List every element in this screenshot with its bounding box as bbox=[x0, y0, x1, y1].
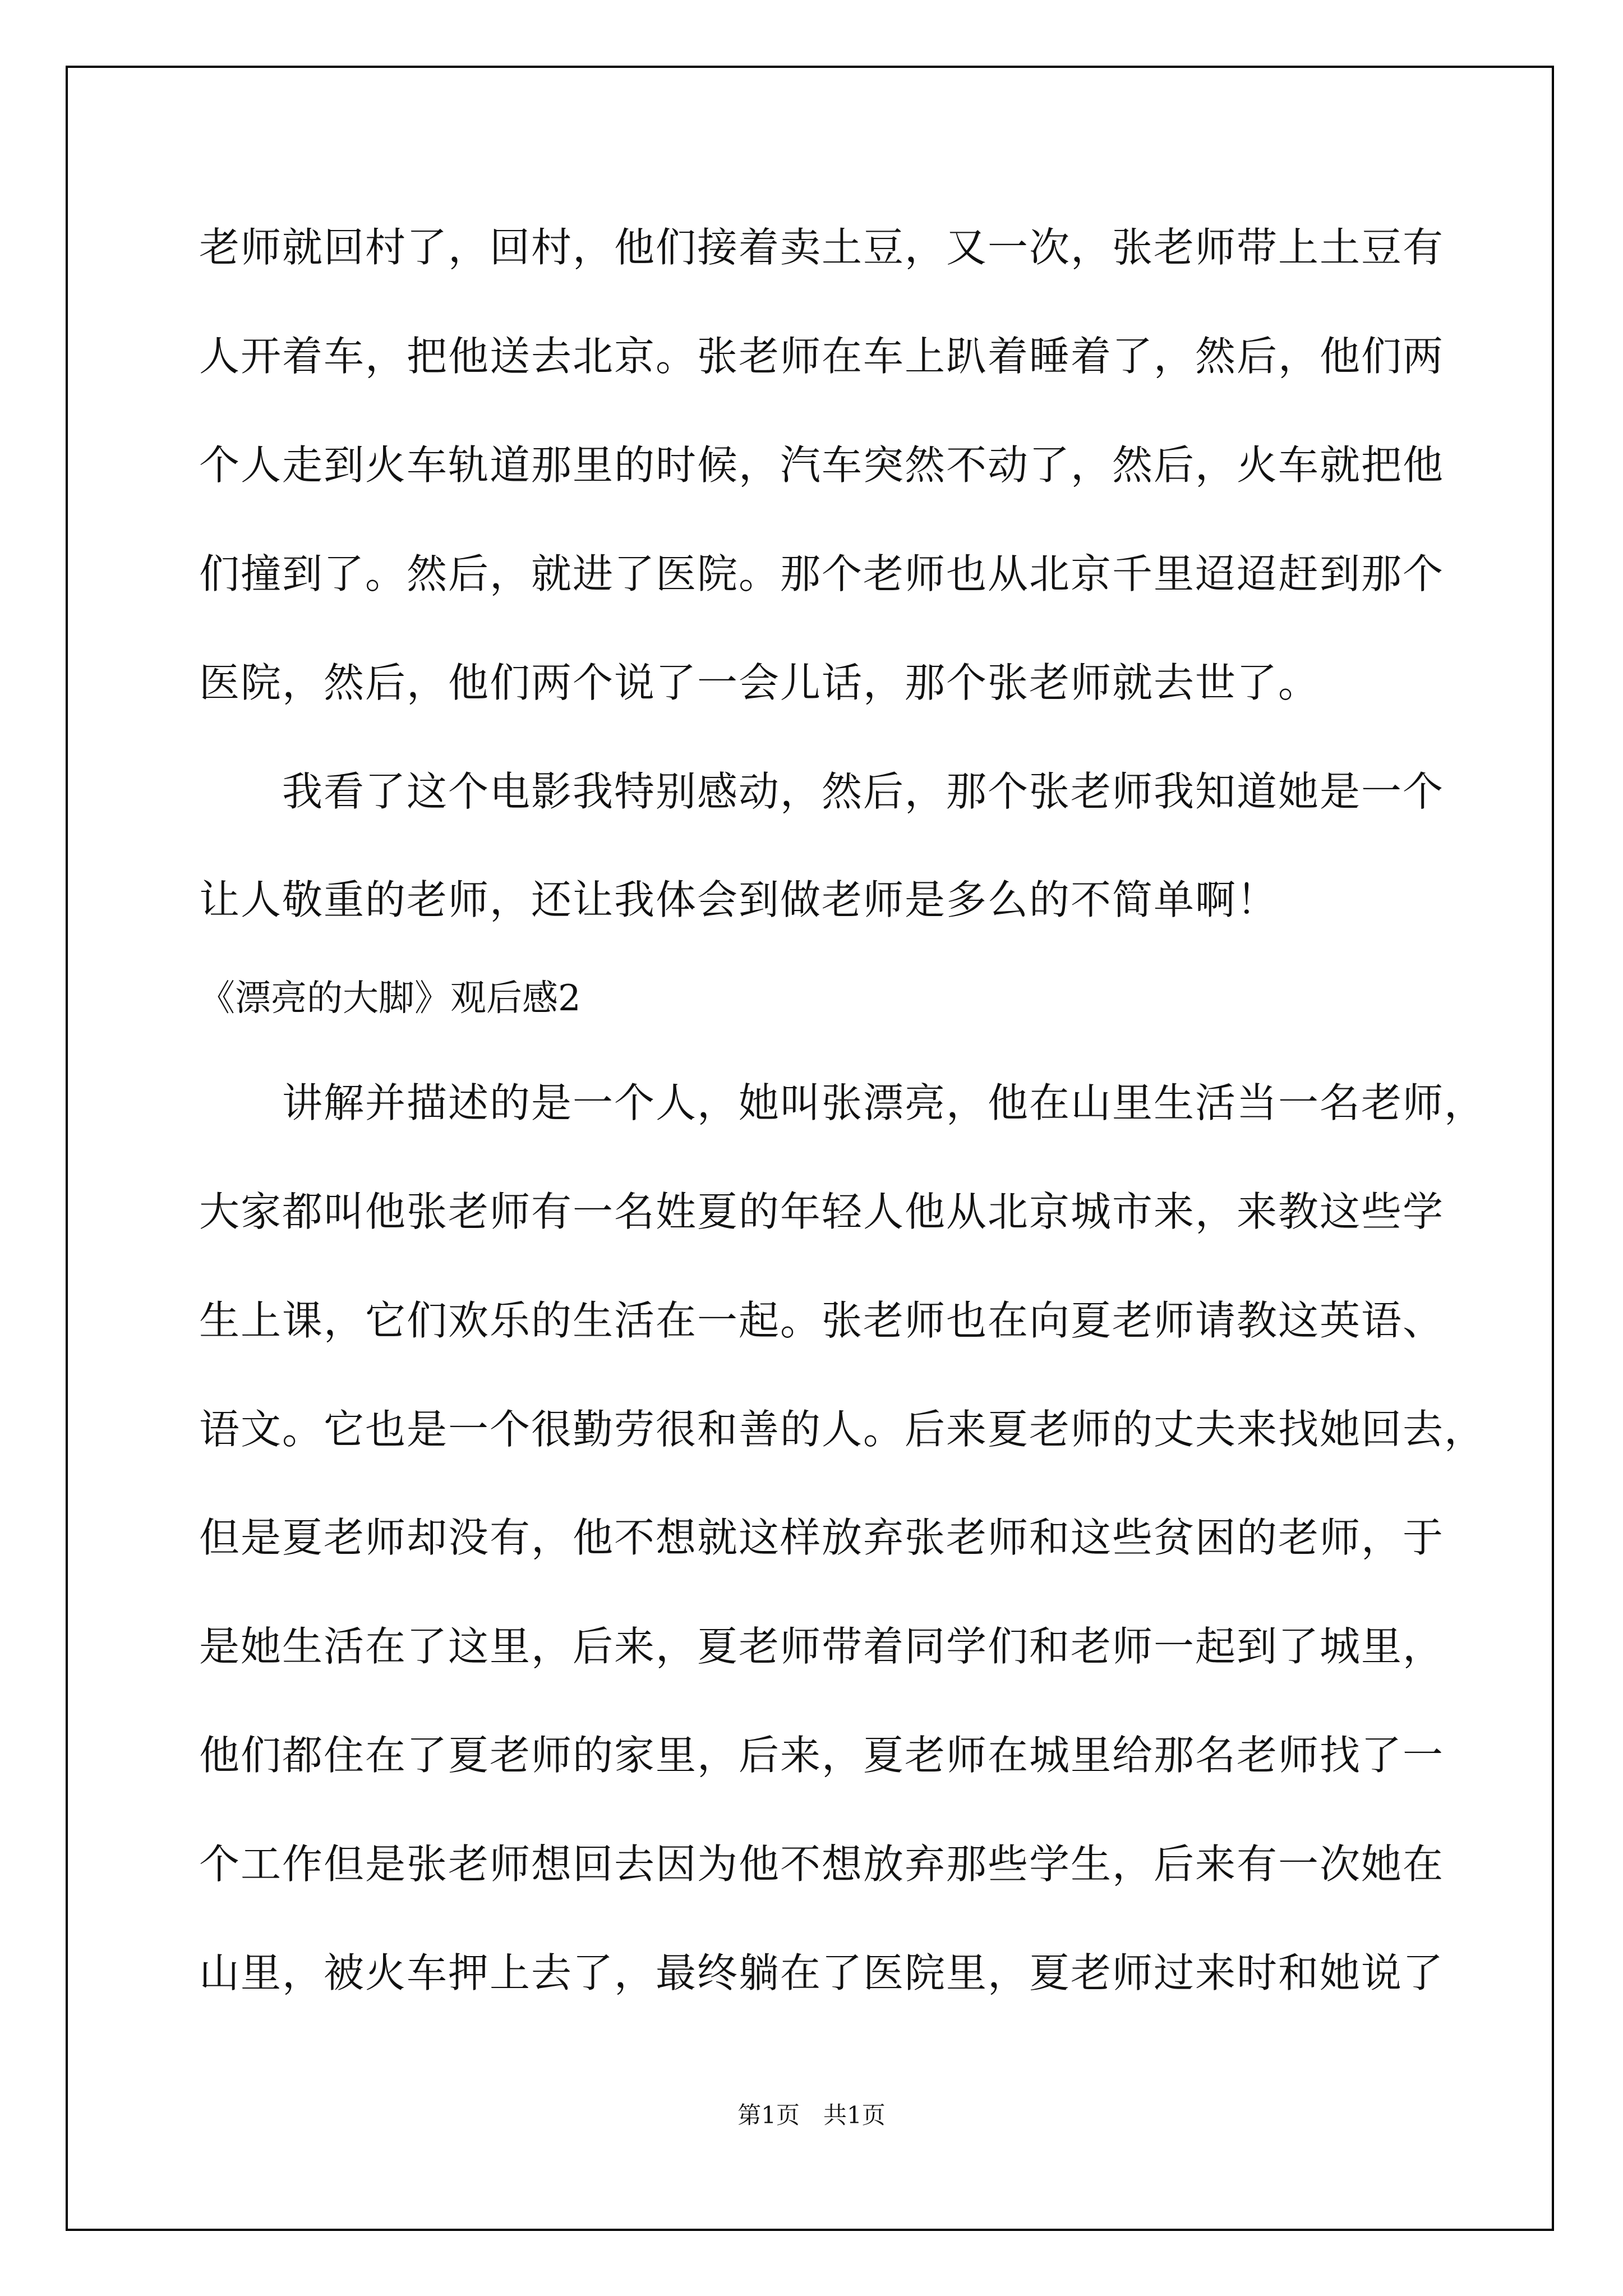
body-line: 老师就回村了，回村，他们接着卖土豆，又一次，张老师带上土豆有 bbox=[199, 224, 1445, 271]
section-heading: 《漂亮的大脚》观后感2 bbox=[199, 978, 581, 1019]
body-line: 是她生活在了这里，后来，夏老师带着同学们和老师一起到了城里， bbox=[199, 1623, 1445, 1670]
body-line: 个人走到火车轨道那里的时候，汽车突然不动了，然后，火车就把他 bbox=[199, 441, 1445, 489]
body-line: 个工作但是张老师想回去因为他不想放弃那些学生，后来有一次她在 bbox=[199, 1841, 1445, 1888]
page-footer: 第1页 共1页 bbox=[737, 2101, 886, 2129]
body-line: 大家都叫他张老师有一名姓夏的年轻人他从北京城市来，来教这些学 bbox=[199, 1188, 1445, 1235]
body-line: 他们都住在了夏老师的家里，后来，夏老师在城里给那名老师找了一 bbox=[199, 1732, 1445, 1779]
body-line: 让人敬重的老师，还让我体会到做老师是多么的不简单啊！ bbox=[199, 876, 1279, 923]
body-line: 山里，被火车押上去了，最终躺在了医院里，夏老师过来时和她说了 bbox=[199, 1949, 1445, 1996]
body-line: 讲解并描述的是一个人，她叫张漂亮，他在山里生活当一名老师， bbox=[199, 1079, 1486, 1126]
body-line: 医院，然后，他们两个说了一会儿话，那个张老师就去世了。 bbox=[199, 659, 1320, 706]
body-line: 们撞到了。然后，就进了医院。那个老师也从北京千里迢迢赶到那个 bbox=[199, 550, 1445, 597]
body-line: 语文。它也是一个很勤劳很和善的人。后来夏老师的丈夫来找她回去， bbox=[199, 1406, 1486, 1453]
body-line: 我看了这个电影我特别感动，然后，那个张老师我知道她是一个 bbox=[199, 768, 1445, 815]
body-line: 人开着车，把他送去北京。张老师在车上趴着睡着了，然后，他们两 bbox=[199, 333, 1445, 380]
body-line: 但是夏老师却没有，他不想就这样放弃张老师和这些贫困的老师，于 bbox=[199, 1514, 1445, 1561]
body-line: 生上课，它们欢乐的生活在一起。张老师也在向夏老师请教这英语、 bbox=[199, 1297, 1445, 1344]
page-border bbox=[66, 66, 1554, 2231]
